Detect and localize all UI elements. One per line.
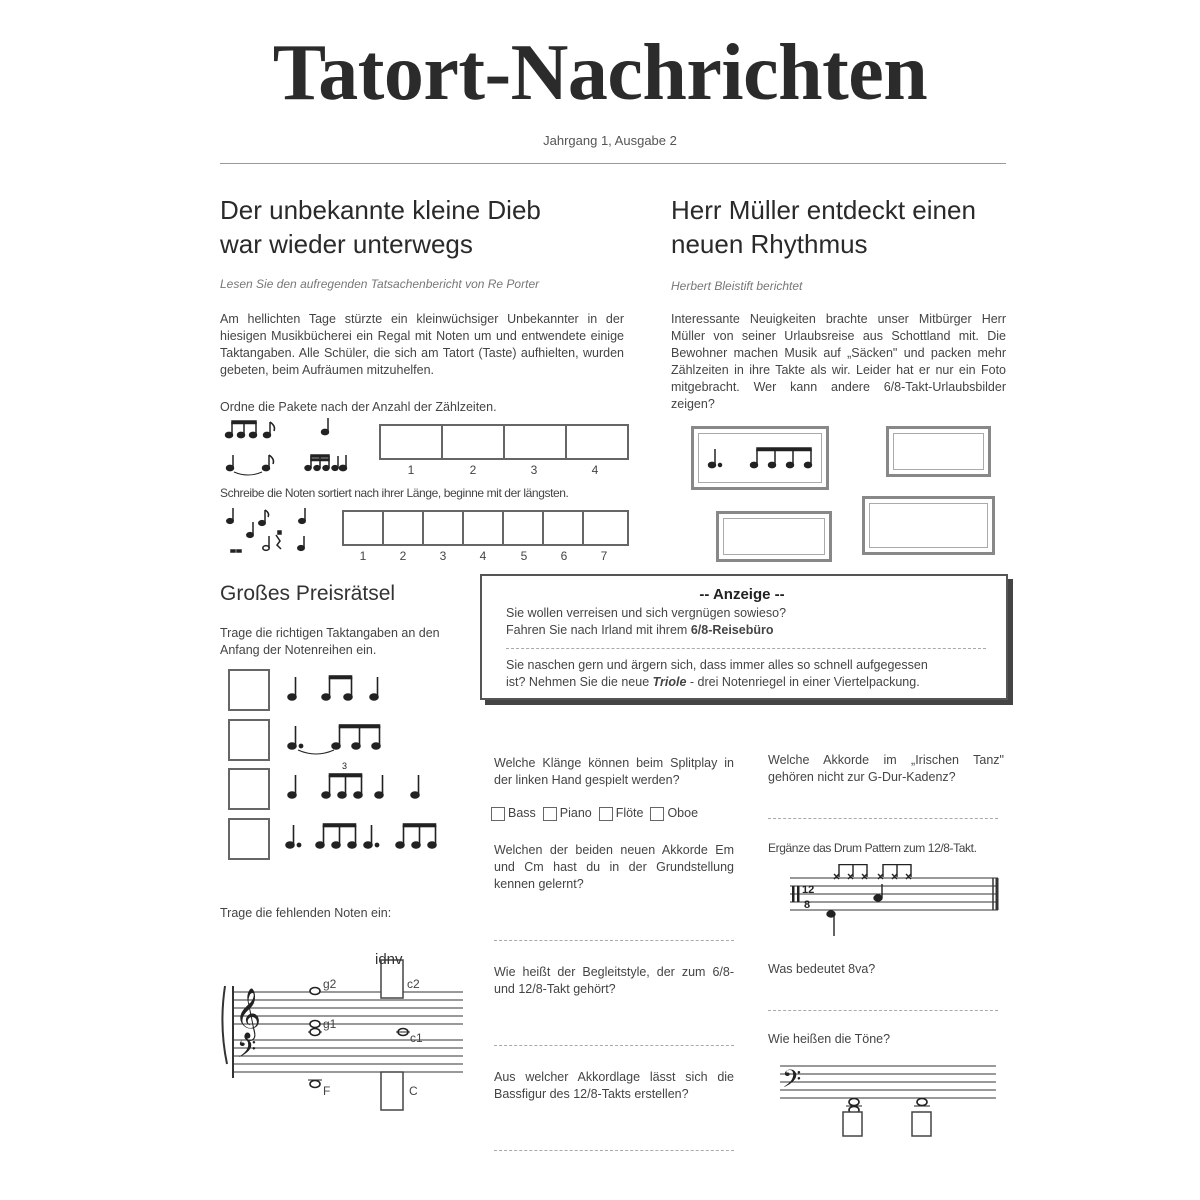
option-oboe[interactable] (650, 806, 698, 820)
svg-text:3: 3 (342, 761, 348, 771)
ad-line4-italic: Triole (652, 675, 687, 689)
left-headline-line2: war wieder unterwegs (220, 229, 473, 259)
advertisement-box (480, 574, 1008, 700)
option-label: Oboe (667, 806, 699, 820)
time-signature-box[interactable] (228, 768, 270, 810)
svg-text:12: 12 (802, 884, 815, 896)
quiz-right-q4: Wie heißen die Töne? (768, 1032, 891, 1046)
task1-answer-boxes[interactable] (379, 424, 629, 460)
answer-line[interactable] (494, 1150, 734, 1151)
task2-answer-boxes[interactable] (342, 510, 629, 546)
option-piano[interactable] (543, 806, 592, 820)
option-floete[interactable] (599, 806, 644, 820)
bass-clef-staff (778, 1060, 1000, 1142)
task2-number: 5 (520, 549, 528, 563)
answer-line[interactable] (768, 1010, 998, 1011)
grand-staff (215, 944, 465, 1114)
task2-number: 2 (399, 549, 407, 563)
answer-line[interactable] (494, 940, 734, 941)
ad-line3: Sie naschen gern und ärgern sich, dass immer alles so schnell aufgegessen (506, 658, 928, 672)
ad-line2-prefix: Fahren Sie nach Irland mit ihrem (506, 623, 691, 637)
checkbox-icon[interactable] (650, 807, 664, 821)
right-headline-line1: Herr Müller entdeckt einen (671, 195, 976, 225)
puzzle-rhythm-rows (282, 665, 452, 865)
task2-notes (222, 503, 332, 561)
right-body: Interessante Neuigkeiten brachte unser Mitbürger Herr Müller von seiner Urlaubsreise aus Schottland mit. Die Bewohner machen Musik auf „Säcken" und packen mehr Zählzeiten in ihre Takte als wir. Leider hat er nur ein Foto mitgebracht. Wer kann andere 6/8-Takt-Urlaubsbilder zeigen? (671, 312, 1006, 411)
right-headline-line2: neuen Rhythmus (671, 229, 868, 259)
svg-text:𝄢: 𝄢 (237, 1035, 257, 1070)
quiz-middle-q1: Welche Klänge können beim Splitplay in der linken Hand gespielt werden? (494, 756, 734, 787)
photo-frame-3 (716, 511, 832, 562)
note-label-g2: g2 (323, 977, 337, 991)
ad-line1: Sie wollen verreisen und sich vergnügen sowieso? (506, 606, 787, 620)
left-byline: Lesen Sie den aufregenden Tatsachenbericht von Re Porter (220, 277, 540, 291)
option-label: Piano (559, 806, 592, 820)
issue-line: Jahrgang 1, Ausgabe 2 (543, 133, 677, 148)
instrument-options (491, 806, 698, 821)
task1-number: 3 (530, 463, 538, 477)
time-signature-box[interactable] (228, 669, 270, 711)
task2-number: 6 (560, 549, 568, 563)
svg-text:𝄢: 𝄢 (782, 1065, 802, 1100)
watermark-label: idnv (375, 951, 403, 968)
note-label-c2: c2 (407, 977, 420, 991)
quiz-right-q3: Was bedeutet 8va? (768, 962, 876, 976)
ad-line4 (506, 675, 920, 689)
time-signature-box[interactable] (228, 818, 270, 860)
photo-frame-1 (691, 426, 829, 490)
option-bass[interactable] (491, 806, 536, 820)
checkbox-icon[interactable] (599, 807, 613, 821)
task1-number: 2 (469, 463, 477, 477)
quiz-middle-q4: Aus welcher Akkordlage lässt sich die Bassfigur des 12/8-Takts erstellen? (494, 1070, 734, 1101)
puzzle-title: Großes Preisrätsel (220, 582, 396, 605)
photo-frame-4 (862, 496, 995, 555)
task2-number: 3 (439, 549, 447, 563)
task1-note-packages (222, 418, 362, 480)
task2-number: 7 (600, 549, 608, 563)
ad-divider (506, 648, 986, 649)
photo-frame-notes (706, 443, 816, 473)
left-body: Am hellichten Tage stürzte ein kleinwüchsiger Unbekannter in der hiesigen Musikbücherei ein Regal mit Noten um und entwendete einige Taktangaben. Alle Schüler, die sich am Tatort (Taste) aufhielten, wurden gebeten, beim Aufräumen mitzuhelfen. (220, 312, 624, 377)
right-headline (671, 193, 1011, 261)
task1-number: 1 (407, 463, 415, 477)
missing-notes-instruction: Trage die fehlenden Noten ein: (220, 906, 392, 920)
photo-frame-2 (886, 426, 991, 477)
svg-text:𝄞: 𝄞 (235, 988, 262, 1039)
option-label: Bass (508, 806, 536, 820)
quiz-right-q2: Ergänze das Drum Pattern zum 12/8-Takt. (768, 841, 977, 855)
puzzle-instruction: Trage die richtigen Taktangaben an den Anfang der Notenreihen ein. (220, 626, 440, 657)
quiz-right-q1: Welche Akkorde im „Irischen Tanz" gehören nicht zur G-Dur-Kadenz? (768, 753, 1004, 784)
quiz-middle-q3: Wie heißt der Begleitstyle, der zum 6/8- und 12/8-Takt gehört? (494, 965, 734, 996)
masthead-divider (220, 163, 1006, 164)
note-label-C: C (409, 1084, 418, 1098)
ad-line4-prefix: ist? Nehmen Sie die neue (506, 675, 653, 689)
left-headline-line1: Der unbekannte kleine Dieb (220, 195, 541, 225)
note-label-g1: g1 (323, 1017, 337, 1031)
checkbox-icon[interactable] (491, 807, 505, 821)
quiz-middle-q2: Welchen der beiden neuen Akkorde Em und Cm hast du in der Grundstellung kennen gelernt? (494, 843, 734, 891)
task1-text: Ordne die Pakete nach der Anzahl der Zählzeiten. (220, 400, 497, 414)
task2-number: 1 (359, 549, 367, 563)
note-label-c1: c1 (410, 1031, 423, 1045)
ad-line2-bold: 6/8-Reisebüro (690, 623, 774, 637)
svg-text:8: 8 (804, 899, 811, 911)
ad-title: -- Anzeige -- (699, 586, 785, 603)
ad-line4-suffix: - drei Notenriegel in einer Viertelpackung. (686, 675, 920, 689)
masthead-title: Tatort-Nachrichten (272, 29, 928, 117)
task1-number: 4 (591, 463, 599, 477)
task2-number: 4 (479, 549, 487, 563)
answer-line[interactable] (768, 818, 998, 819)
left-headline (220, 193, 640, 261)
answer-line[interactable] (494, 1045, 734, 1046)
checkbox-icon[interactable] (543, 807, 557, 821)
right-byline: Herbert Bleistift berichtet (671, 279, 803, 293)
drum-pattern-staff (788, 864, 1002, 940)
time-signature-box[interactable] (228, 719, 270, 761)
option-label: Flöte (615, 806, 644, 820)
ad-line2 (506, 623, 773, 637)
note-label-F: F (323, 1084, 331, 1098)
task2-text: Schreibe die Noten sortiert nach ihrer Länge, beginne mit der längsten. (220, 486, 569, 500)
